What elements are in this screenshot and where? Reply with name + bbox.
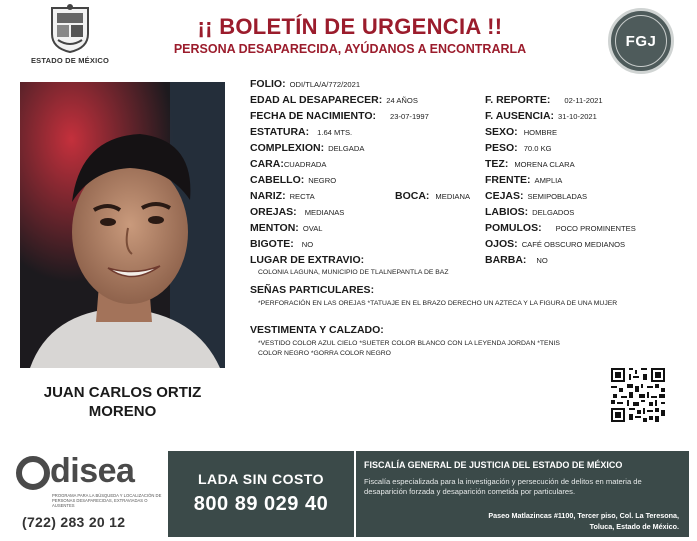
odisea-phone[interactable]: (722) 283 20 12 (22, 514, 126, 530)
edomex-shield-icon (46, 4, 94, 54)
edomex-logo (20, 4, 120, 72)
state-label: ESTADO DE MÉXICO (30, 56, 110, 65)
footer-bar (168, 451, 689, 537)
field-pomulos: POMULOS: POCO PROMINENTES (485, 222, 636, 234)
field-barba: BARBA: NO (485, 254, 548, 266)
qr-code-icon[interactable] (609, 366, 667, 424)
field-ojos: OJOS: CAFÉ OBSCURO MEDIANOS (485, 238, 626, 250)
toll-free-block (176, 451, 346, 537)
fiscalia-description: Fiscalía especializada para la investigación y persecución de delitos en materia de desaparición forzada y desaparición cometida por particulares. (364, 477, 642, 496)
odisea-circle-icon (16, 456, 50, 490)
footer-divider (354, 451, 356, 537)
field-edad: EDAD AL DESAPARECER: 24 AÑOS (250, 94, 418, 106)
person-name-line1: JUAN CARLOS ORTIZ (43, 384, 202, 401)
field-bigote: BIGOTE: NO (250, 238, 314, 250)
person-details (250, 78, 690, 338)
fiscalia-title: FISCALÍA GENERAL DE JUSTICIA DEL ESTADO DE MÉXICO (364, 460, 623, 470)
field-sexo: SEXO: HOMBRE (485, 126, 558, 138)
bulletin-title: ¡¡ BOLETÍN DE URGENCIA !! (197, 14, 503, 39)
field-cejas: CEJAS: SEMIPOBLADAS (485, 190, 588, 202)
field-reporte: F. REPORTE: 02-11-2021 (485, 94, 603, 106)
odisea-program-text: PROGRAMA PARA LA BÚSQUEDA Y LOCALIZACIÓN DE PERSONAS DESAPARECIDAS, EXTRAVIADAS O AUSENTES (52, 493, 162, 508)
odisea-wordmark: disea (50, 452, 135, 490)
vestimenta-line2: COLOR NEGRO *GORRA COLOR NEGRO (258, 350, 391, 357)
vestimenta-label: VESTIMENTA Y CALZADO: (250, 324, 384, 336)
person-name-line2: MORENO (88, 403, 157, 420)
fiscalia-address-line2: Toluca, Estado de México. (589, 522, 679, 531)
field-extravio-value: COLONIA LAGUNA, MUNICIPIO DE TLALNEPANTLA DE BAZ (258, 269, 449, 276)
field-folio: FOLIO: ODI/TLA/A/772/2021 (250, 78, 361, 90)
field-cabello: CABELLO: NEGRO (250, 174, 337, 186)
field-estatura: ESTATURA: 1.64 MTS. (250, 126, 353, 138)
senas-text: *PERFORACIÓN EN LAS OREJAS *TATUAJE EN EL BRAZO DERECHO UN AZTECA Y LA FIGURA DE UNA MUJER (258, 300, 618, 307)
field-boca: BOCA: MEDIANA (395, 190, 471, 202)
field-peso: PESO: 70.0 KG (485, 142, 552, 154)
person-name (10, 383, 235, 421)
senas-label: SEÑAS PARTICULARES: (250, 284, 375, 296)
toll-free-number[interactable]: 800 89 029 40 (193, 493, 329, 515)
field-orejas: OREJAS: MEDIANAS (250, 206, 345, 218)
field-cara: CARA:CUADRADA (250, 158, 327, 170)
fiscalia-address-line1: Paseo Matlazincas #1100, Tercer piso, Col. La Teresona, (488, 511, 679, 520)
toll-free-title: LADA SIN COSTO (197, 471, 324, 487)
field-complexion: COMPLEXION: DELGADA (250, 142, 365, 154)
fgj-logo (608, 8, 674, 74)
field-extravio: LUGAR DE EXTRAVIO: (250, 254, 365, 266)
bulletin-subtitle: PERSONA DESAPARECIDA, AYÚDANOS A ENCONTRARLA (173, 42, 527, 56)
missing-person-photo (20, 82, 225, 368)
field-menton: MENTON: OVAL (250, 222, 323, 234)
field-tez: TEZ: MORENA CLARA (485, 158, 575, 170)
field-nariz: NARIZ: RECTA (250, 190, 315, 202)
field-labios: LABIOS: DELGADOS (485, 206, 575, 218)
field-ausencia: F. AUSENCIA: 31-10-2021 (485, 110, 597, 122)
odisea-logo (14, 450, 164, 538)
vestimenta-line1: *VESTIDO COLOR AZUL CIELO *SUETER COLOR BLANCO CON LA LEYENDA JORDAN *TENIS (258, 340, 560, 347)
field-nacimiento: FECHA DE NACIMIENTO: 23-07-1997 (250, 110, 429, 122)
fgj-logo-text: FGJ (625, 32, 657, 50)
fgj-seal-icon (615, 15, 667, 67)
field-frente: FRENTE: AMPLIA (485, 174, 563, 186)
